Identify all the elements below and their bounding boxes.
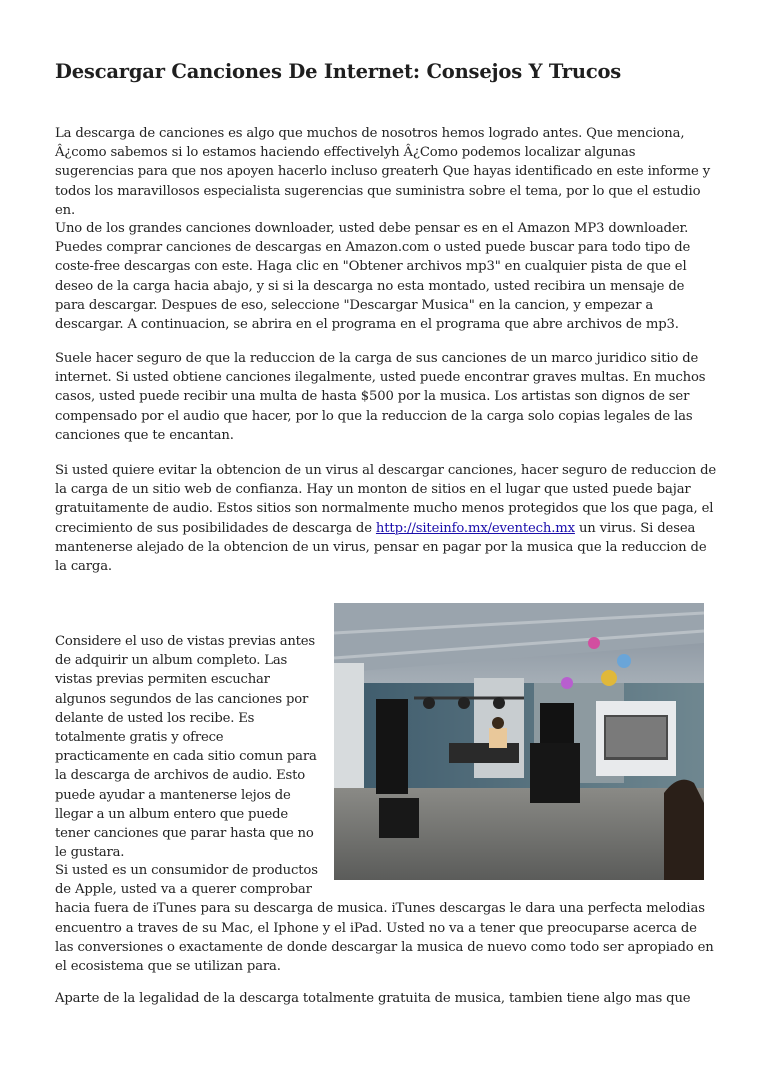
paragraph-virus	[55, 461, 717, 576]
paragraph-virus-text-a: Si usted quiere evitar la obtencion de un virus al descargar canciones, hacer seguro de reduccion de la carga de un sitio web de confianza. Hay un monton de sitios en el lugar que usted puede bajar gratuitamente de audio. Estos sitios son normalmente mucho menos protegidos que los que paga, el crecimiento de sus posibilidades de descarga de	[55, 463, 717, 536]
paragraph-apple	[55, 861, 717, 976]
siteinfo-link[interactable]: http://siteinfo.mx/eventech.mx	[375, 520, 575, 536]
paragraph-apple-rest: hacia fuera de iTunes para su descarga de musica. iTunes descargas le dara una perfecta melodias encuentro a traves de su Mac, el Iphone y el iPad. Usted no va a tener que preocuparse acerca de las conversiones o exactamente de donde descargar la musica de nuevo como todo ser apropiado en el ecosistema que se utilizan para.	[55, 901, 714, 975]
paragraph-intro: La descarga de canciones es algo que muchos de nosotros hemos logrado antes. Que menciona, Â¿como sabemos si lo estamos haciendo effectivelyh Â¿Como podemos localizar algunas sugerencias para que nos apoyen hacerlo incluso greaterh Que hayas identificado en este informe y todos los maravillosos especialista sugerencias que suministra sobre el tema, por lo que el estudio en.	[55, 126, 711, 218]
photo-illustration	[334, 603, 704, 880]
paragraph-legal: Suele hacer seguro de que la reduccion de la carga de sus canciones de un marco juridico sitio de internet. Si usted obtiene canciones ilegalmente, usted puede encontrar graves multas. En muchos casos, usted puede recibir una multa de hasta $500 por la musica. Los artistas son dignos de ser compensado por el audio que hacer, por lo que la reduccion de la carga solo copias legales de las canciones que te encantan.	[55, 351, 706, 443]
paragraph-apple-line-2: de Apple, usted va a querer comprobar	[55, 882, 312, 898]
paragraph-previews: Considere el uso de vistas previas antes de adquirir un album completo. Las vistas previas permiten escuchar algunos segundos de las canciones por delante de usted los recibe. Es totalmente gratis y ofrece practicamente en cada sitio comun para la descarga de archivos de audio. Esto puede ayudar a mantenerse lejos de llegar a un album entero que puede tener canciones que parar hasta que no le gustara.	[55, 634, 317, 861]
paragraph-virus-text-b: un virus. Si desea mantenerse alejado de la obtencion de un virus, pensar en pagar por la musica que la reduccion de la carga.	[55, 520, 707, 575]
paragraph-amazon: Uno de los grandes canciones downloader, usted debe pensar es en el Amazon MP3 downloader. Puedes comprar canciones de descargas en Amazon.com o usted puede buscar para todo tipo de coste-free descargas con este. Haga clic en "Obtener archivos mp3" en cualquier pista de que el deseo de la carga hacia abajo, y si si la descarga no esta montado, usted recibira un mensaje de para descargar. Despues de eso, seleccione "Descargar Musica" en la cancion, y empezar a descargar. A continuacion, se abrira en el programa en el programa que abre archivos de mp3.	[55, 221, 691, 333]
event-hall-photo	[334, 603, 704, 880]
document-title: Descargar Canciones De Internet: Consejos Y Trucos	[55, 60, 622, 83]
paragraph-apple-line-1: Si usted es un consumidor de productos	[55, 863, 318, 878]
paragraph-legality: Aparte de la legalidad de la descarga totalmente gratuita de musica, tambien tiene algo mas que	[55, 991, 691, 1006]
